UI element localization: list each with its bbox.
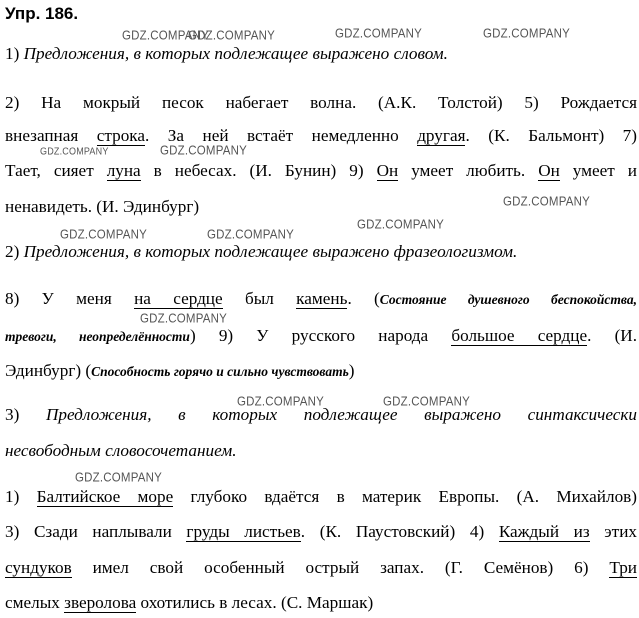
text: . (К. Бальмонт) 7) [465,126,637,145]
text: . За ней встаёт немедленно [145,126,418,145]
section1-line-4 [5,196,637,218]
section3-line-1 [5,486,637,508]
text: в небесах. (И. Бунин) 9) [140,161,377,180]
text: ) 9) У русского народа [189,326,452,345]
text: 8) У меня [5,289,135,308]
section3-number: 3) [5,405,20,424]
subject-underline: Балтийское море [36,487,174,506]
text: 2) На мокрый песок набегает волна. (А.К. Толстой) 5) Рождается [5,93,637,112]
watermark: GDZ.COMPANY [160,144,247,158]
watermark: GDZ.COMPANY [207,228,294,242]
section1-line-2 [5,125,637,147]
text: ) [348,361,355,380]
text: внезапная [5,126,97,145]
subject-underline: луна [106,161,141,180]
text: имел свой особенный острый запах. (Г. Семёнов) 6) [71,558,610,577]
watermark: GDZ.COMPANY [357,218,444,232]
text: . (И. [587,326,637,345]
text: 3) Сзади наплывали [5,522,187,541]
section3-heading-text: Предложения, в которых подлежащее выражено синтаксически [45,405,638,424]
subject-underline: большое сердце [451,326,588,345]
section2-line-2 [5,325,637,348]
meaning-note: Способность горячо и сильно чувствовать [91,364,349,379]
text: . ( [347,289,380,308]
watermark: GDZ.COMPANY [503,195,590,209]
subject-underline: зверолова [64,593,137,612]
meaning-note: тревоги, неопределённости [5,329,190,344]
section3-line-4 [5,592,637,614]
text: охотились в лесах. (С. Маршак) [136,593,374,612]
section1-line-1 [5,92,637,114]
text: умеет и [559,161,637,180]
section2-line-1 [5,288,637,311]
watermark: GDZ.COMPANY [335,27,422,41]
subject-underline: на сердце [134,289,223,308]
section3-heading-line-2: несвободным словосочетанием. [5,441,237,460]
text: умеет любить. [398,161,539,180]
subject-underline: груды листьев [186,522,301,541]
watermark: GDZ.COMPANY [40,145,109,157]
section3-line-2 [5,521,637,543]
watermark: GDZ.COMPANY [188,29,275,43]
text: ненавидеть. (И. Эдинбург) [5,197,200,216]
subject-underline: строка [96,126,146,145]
text: глубоко вдаётся в материк Европы. (А. Михайлов) [173,487,637,506]
subject-underline: сундуков [5,558,72,577]
watermark: GDZ.COMPANY [483,27,570,41]
section1-heading [5,43,637,65]
section1-line-3 [5,160,637,182]
subject-underline: Он [538,161,560,180]
section3-heading-line-1 [5,404,637,426]
text: смелых [5,593,65,612]
text: . (К. Паустовский) 4) [300,522,499,541]
section1-heading-text: Предложения, в которых подлежащее выражено словом. [23,44,448,63]
section2-number: 2) [5,242,20,261]
section1-number: 1) [5,44,20,63]
text: этих [589,522,637,541]
watermark: GDZ.COMPANY [75,471,162,485]
text: Тает, сияет [5,161,107,180]
watermark: GDZ.COMPANY [383,395,470,409]
text: 1) [5,487,37,506]
watermark: GDZ.COMPANY [237,395,324,409]
exercise-title: Упр. 186. [5,4,79,23]
watermark: GDZ.COMPANY [122,29,209,43]
subject-underline: Он [376,161,399,180]
subject-underline: Каждый из [498,522,590,541]
text: Эдинбург) ( [5,361,92,380]
subject-underline: камень [296,289,348,308]
section2-heading [5,241,637,263]
meaning-note: Состояние душевного беспокойства, [379,292,637,307]
section2-line-3 [5,360,637,383]
watermark: GDZ.COMPANY [60,228,147,242]
text: был [222,289,297,308]
subject-underline: Три [609,558,637,577]
subject-underline: другая [417,126,466,145]
watermark: GDZ.COMPANY [140,312,227,326]
section3-line-3 [5,557,637,579]
section2-heading-text: Предложения, в которых подлежащее выражено фразеологизмом. [23,242,518,261]
